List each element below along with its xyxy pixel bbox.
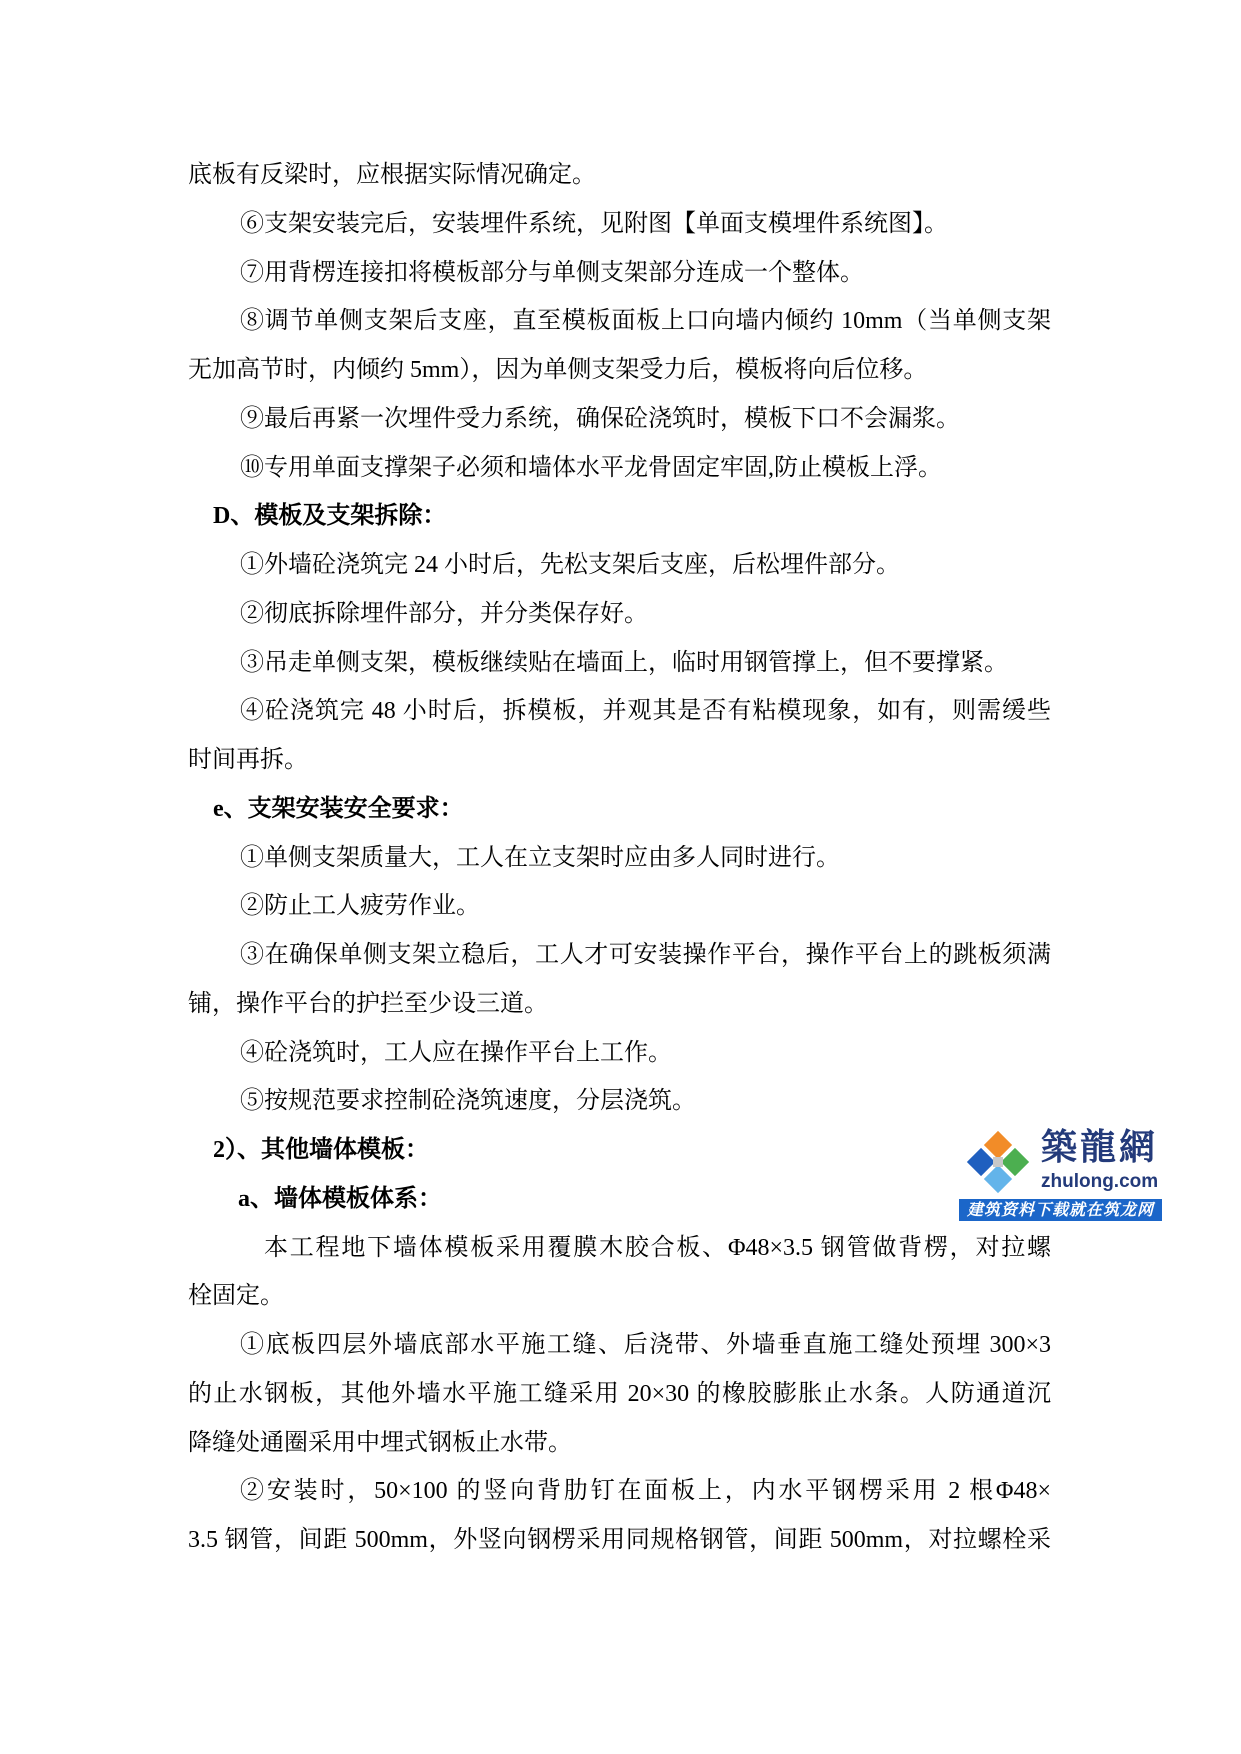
text-line: ⑥支架安装完后，安装埋件系统，见附图【单面支模埋件系统图】。 — [240, 210, 948, 237]
text-line: ③吊走单侧支架，模板继续贴在墙面上，临时用钢管撑上，但不要撑紧。 — [240, 649, 1008, 676]
logo-tile-blue — [967, 1148, 995, 1176]
logo-tile-center — [993, 1157, 1003, 1167]
paragraph — [188, 1077, 1051, 1126]
text-line: 底板有反梁时，应根据实际情况确定。 — [188, 162, 596, 188]
paragraph — [188, 444, 1051, 493]
text-line: ①底板四层外墙底部水平施工缝、后浇带、外墙垂直施工缝处预埋 300×3 — [240, 1332, 1051, 1358]
text-line: 本工程地下墙体模板采用覆膜木胶合板、Φ48×3.5 钢管做背楞，对拉螺 — [264, 1234, 1051, 1261]
text-line: 栓固定。 — [188, 1283, 284, 1310]
text-line: ②安装时，50×100 的竖向背肋钉在面板上，内水平钢楞采用 2 根Φ48× — [240, 1478, 1051, 1505]
text-line: ①单侧支架质量大，工人在立支架时应由多人同时进行。 — [240, 844, 840, 871]
text-line: ⑩专用单面支撑架子必须和墙体水平龙骨固定牢固,防止模板上浮。 — [240, 454, 942, 481]
text-line: ⑦用背楞连接扣将模板部分与单侧支架部分连成一个整体。 — [240, 259, 864, 286]
paragraph — [188, 639, 1051, 688]
text-line: ⑨最后再紧一次埋件受力系统，确保砼浇筑时，模板下口不会漏浆。 — [240, 405, 960, 432]
paragraph — [188, 590, 1051, 639]
paragraph — [188, 687, 1051, 785]
paragraph — [188, 249, 1051, 298]
paragraph — [188, 541, 1051, 590]
paragraph — [188, 882, 1051, 931]
text-line: ⑤按规范要求控制砼浇筑速度，分层浇筑。 — [240, 1088, 696, 1115]
paragraph — [188, 931, 1051, 1029]
paragraph — [188, 151, 1051, 200]
text-line: ①外墙砼浇筑完 24 小时后，先松支架后支座，后松埋件部分。 — [240, 552, 900, 578]
subsection-heading: a、墙体模板体系： — [238, 1185, 442, 1212]
text-line: ④砼浇筑时，工人应在操作平台上工作。 — [240, 1039, 672, 1066]
logo-name-text: 築龍網 — [1041, 1126, 1159, 1168]
document-body — [188, 151, 1051, 1565]
logo-tile-green — [1001, 1148, 1029, 1176]
text-line: ②防止工人疲劳作业。 — [240, 893, 480, 920]
zhulong-watermark-logo — [959, 1124, 1162, 1221]
section-heading: D、模板及支架拆除： — [213, 503, 447, 530]
text-line: ②彻底拆除埋件部分，并分类保存好。 — [240, 600, 648, 627]
text-line: 降缝处通圈采用中埋式钢板止水带。 — [188, 1429, 572, 1456]
paragraph — [188, 297, 1051, 395]
paragraph — [188, 1467, 1051, 1565]
text-line: 时间再拆。 — [188, 747, 308, 773]
section-heading: 2）、其他墙体模板： — [213, 1137, 429, 1163]
pinwheel-logo-icon — [959, 1124, 1037, 1199]
text-line: ④砼浇筑完 48 小时后，拆模板，并观其是否有粘模现象，如有，则需缓些 — [240, 698, 1051, 725]
paragraph — [188, 1321, 1051, 1467]
text-line: ⑧调节单侧支架后支座，直至模板面板上口向墙内倾约 10mm（当单侧支架 — [240, 308, 1051, 335]
logo-slogan-bar: 建筑资料下载就在筑龙网 — [959, 1199, 1162, 1221]
logo-domain-text: zhulong.com — [1041, 1171, 1159, 1192]
section-heading: e、支架安装安全要求： — [213, 795, 464, 822]
paragraph — [188, 200, 1051, 249]
text-line: 无加高节时，内倾约 5mm），因为单侧支架受力后，模板将向后位移。 — [188, 357, 928, 383]
text-line: 3.5 钢管，间距 500mm，外竖向钢楞采用同规格钢管，间距 500mm，对拉螺栓采 — [188, 1527, 1051, 1553]
paragraph — [188, 834, 1051, 883]
paragraph — [188, 1224, 1051, 1322]
text-line: 的止水钢板，其他外墙水平施工缝采用 20×30 的橡胶膨胀止水条。人防通道沉 — [188, 1380, 1051, 1407]
paragraph — [188, 1029, 1051, 1078]
text-line: 铺，操作平台的护拦至少设三道。 — [188, 990, 548, 1017]
text-line: ③在确保单侧支架立稳后，工人才可安装操作平台，操作平台上的跳板须满 — [240, 942, 1051, 968]
paragraph — [188, 395, 1051, 444]
